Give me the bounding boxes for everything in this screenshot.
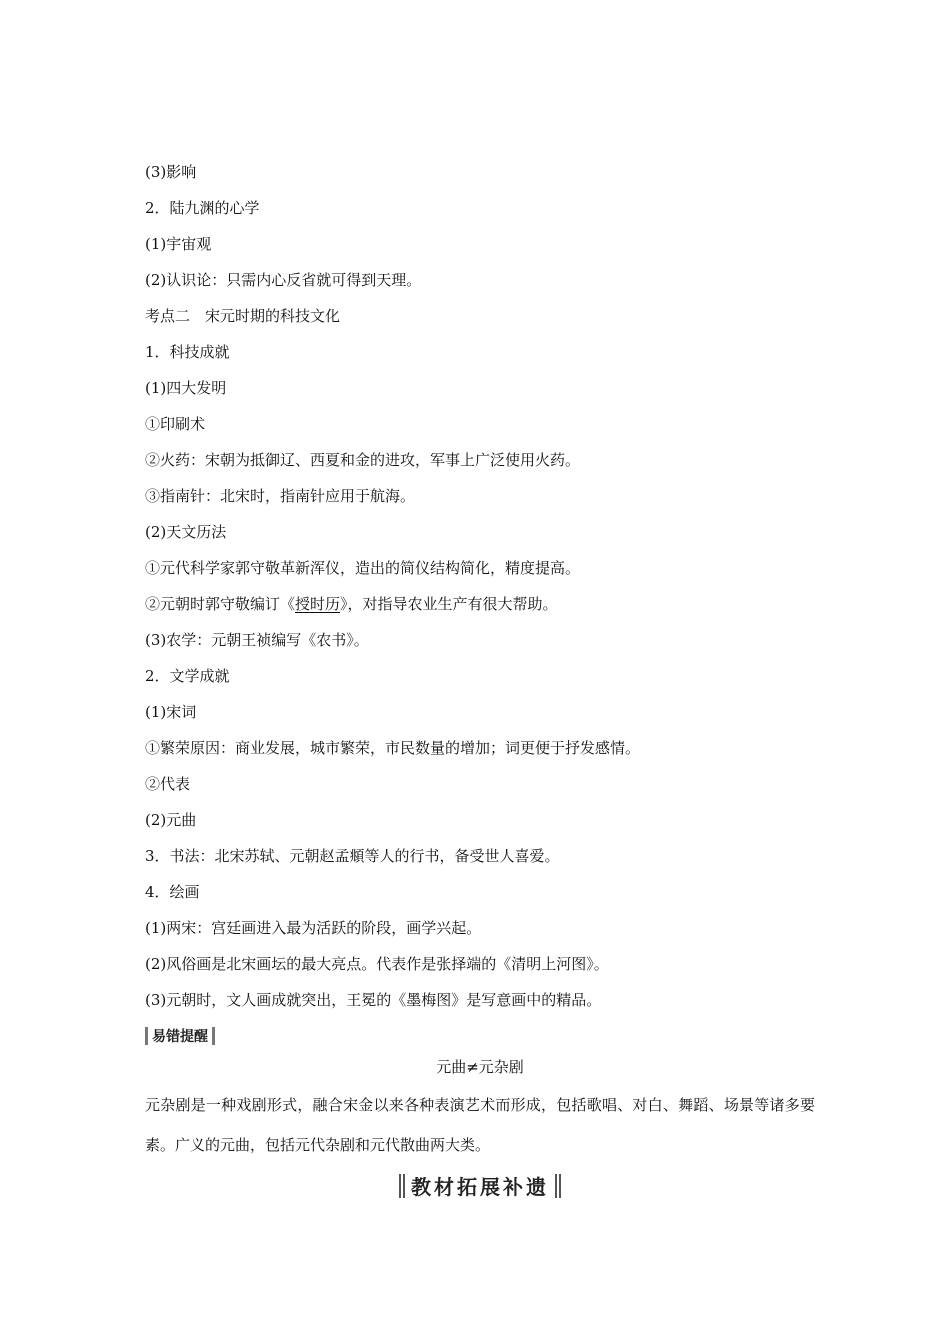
section-banner-title: 教材拓展补遗 — [411, 1175, 549, 1199]
text-line: ③指南针：北宋时，指南针应用于航海。 — [145, 487, 416, 505]
text-line: (3)影响 — [145, 163, 197, 181]
text-line: (2)认识论：只需内心反省就可得到天理。 — [145, 271, 422, 289]
text-line: ②火药：宋朝为抵御辽、西夏和金的进攻，军事上广泛使用火药。 — [145, 451, 581, 469]
text-line: 2．文学成就 — [145, 667, 230, 685]
text-line-shoushi — [145, 586, 815, 622]
text-line: (1)宇宙观 — [145, 235, 212, 253]
text-line: ①元代科学家郭守敬革新浑仪，造出的简仪结构简化，精度提高。 — [145, 559, 581, 577]
document-body — [145, 154, 815, 1202]
text-line: (3)元朝时，文人画成就突出，王冕的《墨梅图》是写意画中的精品。 — [145, 991, 602, 1009]
text-line: ①繁荣原因：商业发展，城市繁荣，市民数量的增加；词更便于抒发感情。 — [145, 739, 641, 757]
section-banner — [145, 1171, 815, 1202]
text-line: (1)两宋：宫廷画进入最为活跃的阶段，画学兴起。 — [145, 919, 482, 937]
underlined-term: 授时历 — [295, 595, 341, 613]
tip-title: 元曲≠元杂剧 — [436, 1058, 524, 1076]
banner-bars-right — [555, 1174, 561, 1198]
bracket-bar — [212, 1027, 215, 1045]
text-line: (1)四大发明 — [145, 379, 227, 397]
text-line: (1)宋词 — [145, 703, 197, 721]
text-fragment: 》，对指导农业生产有很大帮助。 — [340, 595, 558, 613]
text-line: (3)农学：元朝王祯编写《农书》。 — [145, 631, 369, 649]
text-line: (2)风俗画是北宋画坛的最大亮点。代表作是张择端的《清明上河图》。 — [145, 955, 609, 973]
text-line: ①印刷术 — [145, 415, 206, 433]
tip-label: 易错提醒 — [152, 1029, 208, 1045]
text-line: 2．陆九渊的心学 — [145, 199, 260, 217]
topic-heading: 考点二 宋元时期的科技文化 — [145, 307, 341, 325]
text-fragment: ②元朝时郭守敬编订《 — [145, 595, 296, 613]
text-line: 3．书法：北宋苏轼、元朝赵孟頫等人的行书，备受世人喜爱。 — [145, 847, 560, 865]
text-line: (2)元曲 — [145, 811, 197, 829]
text-line: (2)天文历法 — [145, 523, 227, 541]
tip-label-box — [145, 1026, 215, 1046]
text-line: 4．绘画 — [145, 883, 200, 901]
text-line: 1．科技成就 — [145, 343, 230, 361]
text-line: ②代表 — [145, 775, 191, 793]
tip-body: 元杂剧是一种戏剧形式，融合宋金以来各种表演艺术而形成，包括歌唱、对白、舞蹈、场景等诸多要素。广义的元曲，包括元代杂剧和元代散曲两大类。 — [145, 1096, 815, 1154]
